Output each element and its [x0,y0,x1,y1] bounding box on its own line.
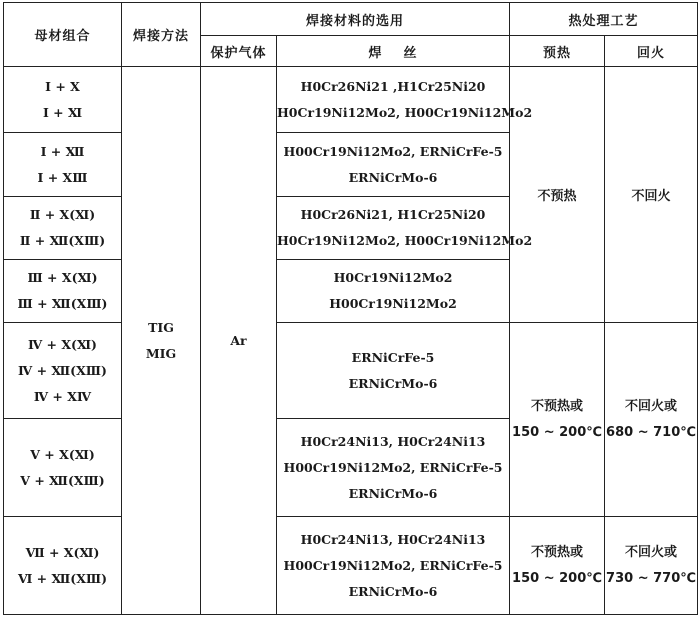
temper-range: 730 ~ 770℃ [606,570,696,586]
header-heat-treatment: 热处理工艺 [510,3,698,36]
header-wire-char2: 丝 [403,45,418,61]
base-metal-combo: Ⅱ + Ⅹ(Ⅺ) [29,207,96,222]
temper-cell [605,517,698,615]
temper-range: 680 ~ 710℃ [606,424,696,440]
base-metal-combo: Ⅶ + Ⅹ(Ⅺ) [25,544,100,560]
base-metal-combo: Ⅵ + Ⅻ(ⅩⅢ) [17,570,108,586]
base-metal-combo: Ⅲ + Ⅹ(Ⅺ) [27,270,98,285]
temper-text: 不回火或 [625,544,678,560]
wire-spec: ERNiCrMo-6 [348,583,438,599]
base-metal-cell [4,197,122,260]
base-metal-combo: Ⅳ + Ⅹ(Ⅺ) [28,336,97,352]
preheat-cell [510,517,605,615]
wire-spec: H0Cr19Ni12Mo2, H00Cr19Ni12Mo2 [277,104,533,120]
table-row [4,323,698,419]
wire-spec: H0Cr19Ni12Mo2, H00Cr19Ni12Mo2 [277,233,533,248]
wire-spec: H0Cr26Ni21, H1Cr25Ni20 [300,207,486,222]
preheat-range: 150 ~ 200℃ [512,424,602,440]
temper-text: 不回火或 [625,398,678,414]
wire-spec: ERNiCrMo-6 [348,485,438,501]
wire-spec: ERNiCrMo-6 [348,169,438,185]
header-temper: 回火 [605,36,698,67]
preheat-cell [510,323,605,517]
header-welding-method: 焊接方法 [122,3,201,67]
shielding-gas-cell [201,67,277,615]
welding-spec-table [3,2,698,615]
base-metal-cell [4,260,122,323]
base-metal-cell [4,419,122,517]
table-row [4,67,698,133]
wire-cell [277,133,510,197]
wire-spec: H00Cr19Ni12Mo2, ERNiCrFe-5 [283,143,503,159]
base-metal-combo: Ⅴ + Ⅹ(Ⅺ) [30,446,95,462]
table-row [4,517,698,615]
wire-spec: H00Cr19Ni12Mo2, ERNiCrFe-5 [283,557,503,573]
base-metal-combo: Ⅰ + Ⅻ [40,143,85,159]
base-metal-combo: Ⅰ + Ⅺ [42,104,83,120]
wire-spec: H0Cr24Ni13, H0Cr24Ni13 [300,433,486,449]
base-metal-cell [4,517,122,615]
header-base-metal: 母材组合 [4,3,122,67]
wire-spec: H00Cr19Ni12Mo2 [329,296,457,311]
wire-cell [277,67,533,133]
method-tig: TIG [148,319,174,335]
base-metal-combo: Ⅲ + Ⅻ(ⅩⅢ) [17,296,108,311]
wire-cell [277,197,533,260]
wire-spec: ERNiCrMo-6 [348,375,438,391]
wire-spec: H0Cr19Ni12Mo2 [333,270,453,285]
header-wire-char1: 焊 [368,45,404,61]
base-metal-combo: Ⅰ + Ⅹ [45,78,80,94]
base-metal-combo: Ⅰ + ⅩⅢ [37,169,88,185]
temper-cell [605,323,698,517]
base-metal-cell [4,133,122,197]
base-metal-combo: Ⅴ + Ⅻ(ⅩⅢ) [20,472,105,488]
temper-cell: 不回火 [605,67,698,323]
preheat-range: 150 ~ 200℃ [512,570,602,586]
preheat-cell: 不预热 [510,67,605,323]
wire-spec: H0Cr24Ni13, H0Cr24Ni13 [300,531,486,547]
base-metal-combo: Ⅳ + ⅩⅣ [33,388,92,404]
wire-spec: ERNiCrFe-5 [351,349,435,365]
base-metal-cell [4,67,122,133]
wire-cell [277,323,510,419]
header-shielding-gas: 保护气体 [201,36,277,67]
wire-cell [277,260,510,323]
header-wire [277,36,510,67]
wire-cell [277,517,510,615]
preheat-text: 不预热或 [531,544,584,560]
header-welding-materials: 焊接材料的选用 [201,3,510,36]
base-metal-combo: Ⅱ + Ⅻ(ⅩⅢ) [19,233,106,248]
base-metal-cell [4,323,122,419]
method-mig: MIG [145,345,177,361]
wire-spec: H0Cr26Ni21 ,H1Cr25Ni20 [300,78,486,94]
header-preheat: 预热 [510,36,605,67]
welding-method-cell [122,67,201,615]
preheat-text: 不预热或 [531,398,584,414]
base-metal-combo: Ⅳ + Ⅻ(ⅩⅢ) [18,362,107,378]
gas-value: Ar [230,332,247,348]
wire-cell [277,419,510,517]
wire-spec: H00Cr19Ni12Mo2, ERNiCrFe-5 [283,459,503,475]
